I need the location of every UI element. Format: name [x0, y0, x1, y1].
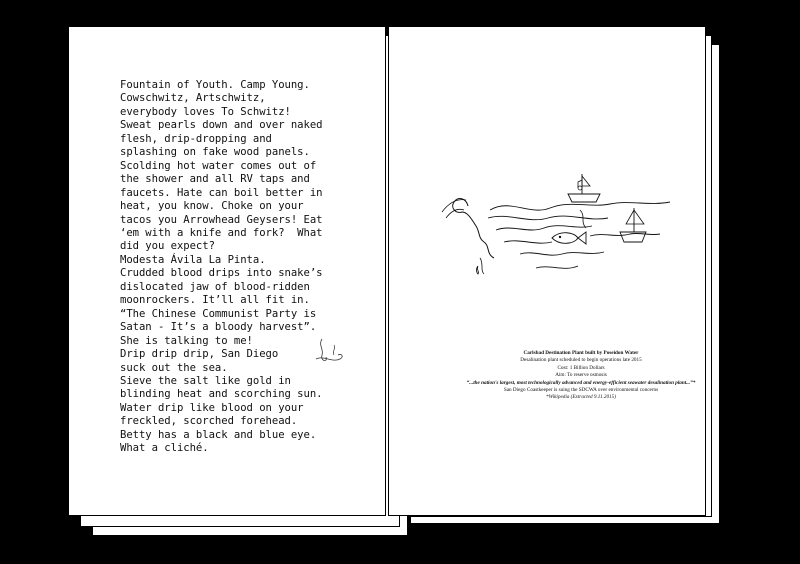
caption-line-2: Desalination plant scheduled to begin operations late 2015: [520, 357, 642, 364]
caption-line-4: Aim: To reserve osmosis: [555, 372, 607, 379]
text-line: everybody loves To Schwitz!: [120, 105, 291, 118]
fish-icon: [552, 232, 586, 244]
text-line: Betty has a black and blue eye.: [120, 428, 317, 441]
text-line: faucets. Hate can boil better in: [120, 186, 323, 199]
text-line: dislocated jaw of blood-ridden: [120, 280, 310, 293]
sea-drawing: [440, 168, 680, 298]
text-line: She is talking to me!: [120, 334, 253, 347]
face-profile-icon: [453, 199, 494, 258]
caption-line-5: “...the nation's largest, most technologically advanced and energy-efficient seawater desalination plant...”*: [466, 379, 696, 386]
text-line: Satan - It’s a bloody harvest”.: [120, 321, 317, 334]
text-line: What a cliché.: [120, 442, 209, 455]
caption-block: [466, 350, 696, 402]
caption-line-6: San Diego Coastkeeper is suing the SDCWA over environmental concerns: [503, 387, 659, 394]
text-line: ‘em with a knife and fork? What: [120, 226, 323, 239]
text-line: Cowschwitz, Artschwitz,: [120, 92, 266, 105]
boat-icon-top: [568, 174, 600, 202]
text-line: suck out the sea.: [120, 361, 228, 374]
text-line: heat, you know. Choke on your: [120, 200, 304, 213]
text-line: Sweat pearls down and over naked: [120, 119, 323, 132]
caption-line-3: Cost: 1 Billion Dollars: [557, 364, 605, 371]
left-page-text: [120, 79, 360, 456]
text-line: tacos you Arrowhead Geysers! Eat: [120, 213, 323, 226]
text-line: the shower and all RV taps and: [120, 173, 310, 186]
caption-line-1: Carlsbad Destination Plant built by Poseidon Water: [523, 350, 639, 356]
text-line: did you expect?: [120, 240, 215, 253]
text-line: Sieve the salt like gold in: [120, 374, 291, 387]
text-line: Crudded blood drips into snake’s: [120, 267, 323, 280]
text-line: Water drip like blood on your: [120, 401, 304, 414]
boat-icon-right: [620, 208, 646, 242]
text-line: Drip drip drip, San Diego: [120, 348, 279, 361]
small-doodle-icon: [312, 333, 352, 373]
text-line: Fountain of Youth. Camp Young.: [120, 79, 310, 91]
text-line: flesh, drip-dropping and: [120, 132, 272, 145]
text-line: splashing on fake wood panels.: [120, 146, 310, 159]
caption-line-7: *Wikipedia (Extracted 9.11.2015): [546, 394, 616, 401]
text-line: freckled, scorched forehead.: [120, 415, 298, 428]
text-line: Scolding hot water comes out of: [120, 159, 317, 172]
text-line: Modesta Ávila La Pinta.: [120, 253, 266, 266]
text-line: “The Chinese Communist Party is: [120, 307, 317, 320]
text-line: moonrockers. It’ll all fit in.: [120, 294, 310, 307]
text-line: blinding heat and scorching sun.: [120, 388, 323, 401]
